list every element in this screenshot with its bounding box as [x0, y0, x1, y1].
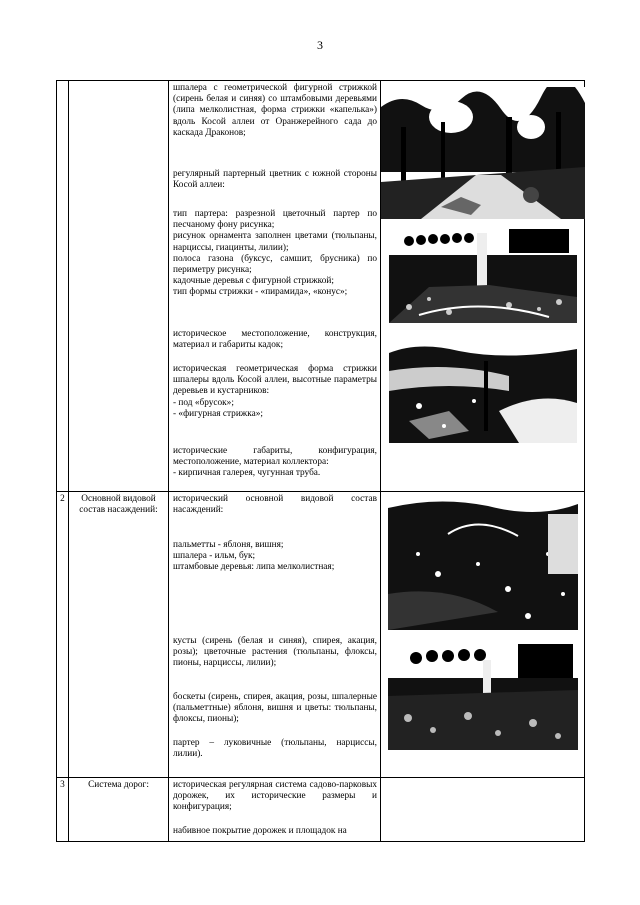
- paragraph: партер – луковичные (тюльпаны, нарциссы, лилии).: [173, 738, 377, 760]
- photo-garden-bushes: [388, 638, 578, 750]
- table-row: [57, 492, 585, 778]
- row-description: [169, 81, 381, 492]
- photo-cell: [381, 492, 585, 778]
- row-name: [69, 81, 169, 492]
- page-number: 3: [317, 38, 323, 52]
- paragraph: исторический основной видовой состав насаждений:: [173, 494, 377, 516]
- paragraph: историческое местоположение, конструкция, материал и габариты кадок;: [173, 329, 377, 351]
- row-number: [57, 81, 69, 492]
- paragraph: тип партера: разрезной цветочный партер по песчаному фону рисунка; рисунок орнамента заполнен цветами (тюльпаны, нарциссы, гиацинты, лилии); полоса газона (буксус, самшит, брусника) по периметру рисунка; кадочные деревья с фигурной стрижкой; тип формы стрижки - «пирамида», «конус»;: [173, 209, 377, 298]
- paragraph: боскеты (сирень, спирея, акация, розы, шпалерные (пальметтные) яблоня, вишня и цветы: тюльпаны, флоксы, пионы);: [173, 692, 377, 725]
- paragraph: историческая регулярная система садово-парковых дорожек, их исторические размеры и конфигурация;: [173, 780, 377, 813]
- row-name: Система дорог:: [69, 778, 169, 842]
- photo-allee-trees: [381, 87, 585, 219]
- photo-cell: [381, 778, 585, 842]
- photo-parterre-topiary: [389, 227, 577, 323]
- row-name: Основной видовой состав насаждений:: [69, 492, 169, 778]
- paragraph: исторические габариты, конфигурация, местоположение, материал коллектора: - кирпичная галерея, чугунная труба.: [173, 446, 377, 479]
- row-number: 3: [57, 778, 69, 842]
- table-row: [57, 81, 585, 492]
- paragraph: набивное покрытие дорожек и площадок на: [173, 826, 347, 836]
- table-row: [57, 778, 585, 842]
- paragraph: пальметты - яблоня, вишня; шпалера - ильм, бук; штамбовые деревья: липа мелколистная;: [173, 540, 335, 573]
- row-description: [169, 778, 381, 842]
- photo-fruit-trees: [388, 494, 578, 630]
- monument-subject-table: [56, 80, 585, 842]
- paragraph: шпалера с геометрической фигурной стрижкой (сирень белая и синяя) со штамбовыми деревьями (липа мелколистная, форма стрижки «капелька») вдоль Косой аллеи от Оранжерейного сада до каскада Драконов;: [173, 83, 377, 138]
- paragraph: регулярный партерный цветник с южной стороны Косой аллеи:: [173, 169, 377, 191]
- photo-trellis-alley: [389, 331, 577, 443]
- row-number: 2: [57, 492, 69, 778]
- photo-cell: [381, 81, 585, 492]
- row-description: [169, 492, 381, 778]
- paragraph: историческая геометрическая форма стрижки шпалеры вдоль Косой аллеи, высотные параметры деревьев и кустарников: - под «брусок»; - «фигурная стрижка»;: [173, 364, 377, 419]
- paragraph: кусты (сирень (белая и синяя), спирея, акация, розы); цветочные растения (тюльпаны, флоксы, пионы, нарциссы, лилии);: [173, 636, 377, 669]
